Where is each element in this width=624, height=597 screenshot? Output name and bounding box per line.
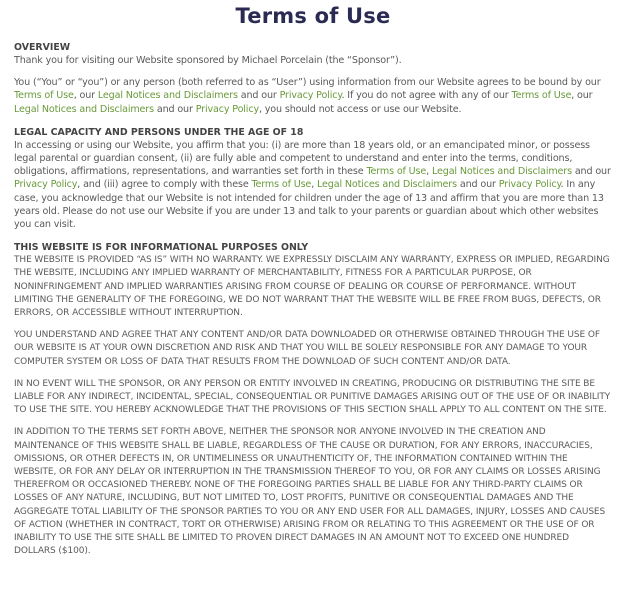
terms-of-use-link[interactable]: Terms of Use <box>366 166 427 178</box>
overview-intro: Thank you for visiting our Website sponsored by Michael Porcelain (the “Sponsor”). <box>14 55 402 66</box>
privacy-policy-link[interactable]: Privacy Policy <box>195 103 259 115</box>
warranty-disclaimer: THE WEBSITE IS PROVIDED “AS IS” WITH NO WARRANTY. WE EXPRESSLY DISCLAIM ANY WARRANTY, EXPRESS OR IMPLIED, REGARDING THE WEBSITE, INCLUDING ANY IMPLIED WARRANTY OF MERCHANTABILITY, FITNESS FOR A PARTICULAR PURPOSE, OR NONINFRINGEMENT AND IMPLIED WARRANTIES ARISING FROM COURSE OF DEALING OR COURSE OF PERFORMANCE. WITHOUT LIMITING THE GENERALITY OF THE FOREGOING, WE DO NOT WARRANT THAT THE WEBSITE WILL BE FREE FROM BUGS, DEFECTS, OR ERRORS, OR ACCESSIBLE WITHOUT INTERRUPTION. <box>14 255 610 319</box>
informational-heading: THIS WEBSITE IS FOR INFORMATIONAL PURPOSES ONLY <box>14 242 309 254</box>
legal-notices-link[interactable]: Legal Notices and Disclaimers <box>317 179 457 191</box>
legal-notices-link[interactable]: Legal Notices and Disclaimers <box>431 166 572 178</box>
legal-capacity-section <box>14 126 612 231</box>
overview-agreement: You (“You” or “you”) or any person (both referred to as “User”) using information from our Website agrees to be bound by our Terms of Use, our Legal Notices and Disclaimers and our Privacy Policy. If you do not agree with any of our Terms of Use, our Legal Notices and Disclaimers and our Privacy Policy, you should not access or use our Website. <box>14 77 601 115</box>
liability-paragraph: IN NO EVENT WILL THE SPONSOR, OR ANY PERSON OR ENTITY INVOLVED IN CREATING, PRODUCING OR DISTRIBUTING THE SITE BE LIABLE FOR ANY INDIRECT, INCIDENTAL, SPECIAL, CONSEQUENTIAL OR PUNITIVE DAMAGES ARISING OUT OF THE USE OF OR INABILITY TO USE THE SITE. YOU HEREBY ACKNOWLEDGE THAT THE PROVISIONS OF THIS SECTION SHALL APPLY TO ALL CONTENT ON THE SITE. <box>14 378 611 416</box>
informational-section <box>14 241 612 558</box>
overview-section <box>14 41 612 116</box>
terms-of-use-link[interactable]: Terms of Use <box>511 90 572 102</box>
download-risk-paragraph: YOU UNDERSTAND AND AGREE THAT ANY CONTENT AND/OR DATA DOWNLOADED OR OTHERWISE OBTAINED THROUGH THE USE OF OUR WEBSITE IS AT YOUR OWN DISCRETION AND RISK AND THAT YOU WILL BE SOLELY RESPONSIBLE FOR ANY DAMAGE TO YOUR COMPUTER SYSTEM OR LOSS OF DATA THAT RESULTS FROM THE DOWNLOAD OF SUCH CONTENT AND/OR DATA. <box>14 330 600 367</box>
legal-capacity-heading: LEGAL CAPACITY AND PERSONS UNDER THE AGE OF 18 <box>14 126 304 138</box>
overview-heading: OVERVIEW <box>14 42 71 53</box>
privacy-policy-link[interactable]: Privacy Policy <box>279 90 342 102</box>
terms-of-use-link[interactable]: Terms of Use <box>251 179 312 191</box>
privacy-policy-link[interactable]: Privacy Policy <box>14 179 78 191</box>
legal-notices-link[interactable]: Legal Notices and Disclaimers <box>97 90 238 102</box>
page-title: Terms of Use <box>235 4 391 28</box>
legal-capacity-text: In accessing or using our Website, you affirm that you: (i) are more than 18 years old, or an emancipated minor, or possess legal parental or guardian consent, (ii) are fully able and competent to understand and enter into the terms, conditions, obligations, affirmations, representations, and warranties set forth in these Terms of Use, Legal Notices and Disclaimers and our Privacy Policy, and (iii) agree to comply with these Terms of Use, Legal Notices and Disclaimers and our Privacy Policy. In any case, you acknowledge that our Website is not intended for children under the age of 13 and affirm that you are more than 13 years old. Please do not use our Website if you are under 13 and talk to your parents or guardian about which other websites you can visit. <box>14 139 611 231</box>
privacy-policy-link[interactable]: Privacy Policy <box>498 179 561 191</box>
terms-of-use-link[interactable]: Terms of Use <box>14 90 74 102</box>
limitation-paragraph: IN ADDITION TO THE TERMS SET FORTH ABOVE, NEITHER THE SPONSOR NOR ANYONE INVOLVED IN THE CREATION AND MAINTENANCE OF THIS WEBSITE SHALL BE LIABLE, REGARDLESS OF THE CAUSE OR DURATION, FOR ANY ERRORS, INACCURACIES, OMISSIONS, OR OTHER DEFECTS IN, OR UNTIMELINESS OR UNAUTHENTICITY OF, THE INFORMATION CONTAINED WITHIN THE WEBSITE, OR FOR ANY DELAY OR INTERRUPTION IN THE TRANSMISSION THEREOF TO YOU, OR FOR ANY CLAIMS OR LOSSES ARISING THEREFROM OR OCCASIONED THEREBY. NONE OF THE FOREGOING PARTIES SHALL BE LIABLE FOR ANY THIRD-PARTY CLAIMS OR LOSSES OF ANY NATURE, INCLUDING, BUT NOT LIMITED TO, LOST PROFITS, PUNITIVE OR CONSEQUENTIAL DAMAGES AND THE AGGREGATE TOTAL LIABILITY OF THE SPONSOR PARTIES TO YOU OR ANY END USER FOR ALL DAMAGES, INJURY, LOSSES AND CAUSES OF ACTION (WHETHER IN CONTRACT, TORT OR OTHERWISE) ARISING FROM OR RELATING TO THIS AGREEMENT OR THE USE OF OR INABILITY TO USE THE SITE SHALL BE LIMITED TO PROVEN DIRECT DAMAGES IN AN AMOUNT NOT TO EXCEED ONE HUNDRED DOLLARS ($100). <box>14 427 606 557</box>
legal-notices-link[interactable]: Legal Notices and Disclaimers <box>14 103 154 115</box>
